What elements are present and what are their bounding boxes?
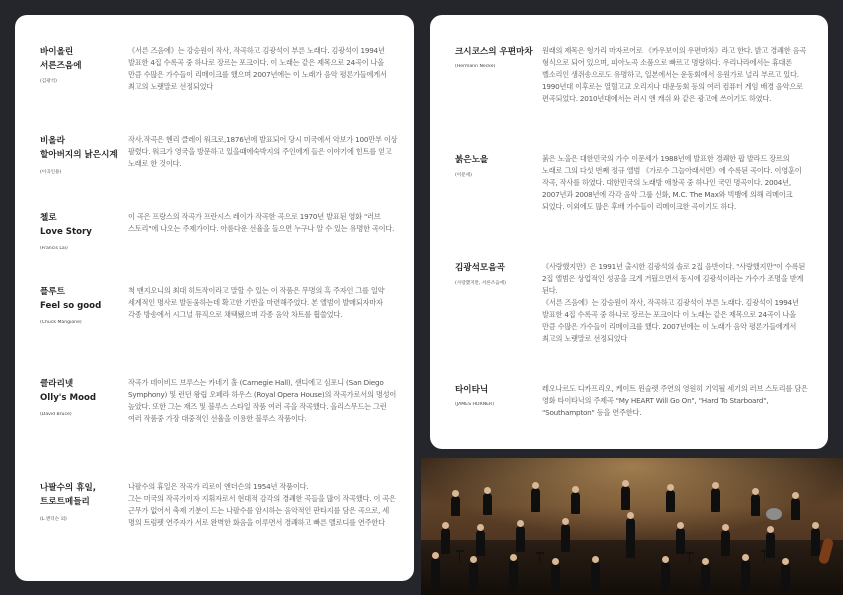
entry-title: 바이올린 서른즈음에 <box>40 47 82 71</box>
entry-description: 붉은 노을은 대한민국의 가수 이문세가 1988년에 발표한 경쾌한 팝 발라드 장르의 노래로 그의 다섯 번째 정규 앨범 《가로수 그늘아래서면》에 수록된 곡이다. 이영훈이 작곡, 작사를 하였다. 대한민국의 노래방 애창곡 중 하나인 국민 명곡이다. 2004년, 2007년과 2008년에 각각 음악 그룹 신화, M.C. The Max와 빅뱅에 의해 리메이크 되었다. 이외에도 많은 후배 가수들이 리메이크한 곡이기도 하다. <box>542 154 802 211</box>
musician-figure <box>551 564 560 592</box>
left-program-panel <box>15 15 414 581</box>
orchestra-concert-photo <box>421 458 843 595</box>
musician-figure <box>781 564 790 592</box>
entry-description: 작사.작곡은 헨리 클레이 워크로,1876년에 발표되어 당시 미국에서 악보가 100만부 이상 팔렸다. 워크가 영국을 방문하고 있을때에숙박지의 주인에게 들은 이야기에 힌트를 얻고 노래로 한 것이다. <box>128 135 398 168</box>
musician-figure <box>766 532 775 558</box>
music-stand <box>761 550 769 552</box>
musician-figure <box>621 486 630 510</box>
musician-figure <box>476 530 485 556</box>
entry-credit: (사랑했지만, 서른즈음에) <box>455 281 506 286</box>
music-stand <box>686 552 694 554</box>
musician-figure <box>469 562 478 590</box>
musician-figure <box>721 530 730 556</box>
musician-figure <box>431 558 440 588</box>
entry-title: 나팔수의 휴일, 트로트메들리 <box>40 483 97 507</box>
entry-description: 척 맨지오니의 최대 히트작이라고 말할 수 있는 이 작품은 무명의 흑 주자인 그를 일약 세계적인 명사로 발돋움하는데 확고한 기반을 마련해주었다. 본 앨범이 발매되자마자 각종 방송에서 시그널 뮤직으로 채택됐으며 각종 음악 차트를 휩쓸었다. <box>128 286 385 319</box>
entry-title: 첼로 Love Story <box>40 213 92 237</box>
entry-title: 플루트 Feel so good <box>40 287 102 311</box>
entry-credit: (김광석) <box>40 79 57 84</box>
entry-credit: (이곡인용) <box>40 170 62 175</box>
musician-figure <box>676 528 685 554</box>
entry-title: 클라리넷 Olly's Mood <box>40 379 97 403</box>
entry-description: 이 곡은 프랑스의 작곡가 프란시스 레이가 작곡한 곡으로 1970년 발표된 영화 "러브 스토리"에 나오는 주제가이다. 아름다운 선율을 들으면 누구나 알 수 있는 유명한 곡이다. <box>128 212 395 233</box>
entry-title: 크시코스의 우편마차 <box>455 47 533 57</box>
entry-description: 원래의 제목은 헝가리 마자르어로 《카우보이의 우편마차》라고 한다. 밝고 경쾌한 음곡 형식으로 되어 있으며, 피아노곡 소품으로 빠르고 명랑하다. 우리나라에서는 휴대폰 벨소리인 생쥐송으로도 유명하고, 일본에서는 운동회에서 응원가로 널리 부르고 있다. 1990년대 이후로는 열혈고교 오리지나 대운동회 등의 여러 컴퓨터 게임 배경 음악으로 편곡되었다. 2010년대에서는 러시 앤 캐쉬 와 같은 광고에 쓰이기도 하였다. <box>542 46 807 103</box>
entry-credit: (Chuck Mangione) <box>40 320 82 325</box>
musician-figure <box>561 524 570 552</box>
entry-description: 작곡가 데이비드 브루스는 카네기 홀 (Carnegie Hall), 샌디에고 심포니 (San Diego Symphony) 및 런던 왕립 오페라 하우스 (Royal Opera House)의 작곡가로서의 명성이 높았다. 또한 그는 재즈 및 블루스 스타일 작품 여러 곡을 작곡했다. 올리스무드는 그런 여러 작품중 가장 대중적인 선율을 이용한 블루스 작품이다. <box>128 378 397 423</box>
music-stand <box>456 550 464 552</box>
conductor-figure <box>626 518 635 558</box>
musician-figure <box>751 494 760 516</box>
music-stand <box>536 552 544 554</box>
musician-figure <box>591 562 600 592</box>
musician-figure <box>531 488 540 512</box>
musician-figure <box>811 528 820 556</box>
entry-credit: (L.앤더슨 외) <box>40 517 67 522</box>
musician-figure <box>516 526 525 552</box>
musician-figure <box>451 496 460 516</box>
entry-credit: (David Bruce) <box>40 412 72 417</box>
musician-figure <box>791 498 800 520</box>
musician-figure <box>661 562 670 592</box>
entry-title: 붉은노을 <box>455 155 489 165</box>
musician-figure <box>741 560 750 590</box>
musician-figure <box>666 490 675 512</box>
entry-title: 김광석모음곡 <box>455 263 505 273</box>
entry-credit: (Hermann Necke) <box>455 64 496 69</box>
musician-figure <box>441 528 450 554</box>
entry-description: 레오나르도 디카프리오, 케이트 윈슬렛 주연의 영원히 기억될 세기의 러브 스토리를 담은 영화 타이타닉의 주제곡 "My HEART Will Go On", "Hard To Starboard", "Southampton" 등을 연주한다. <box>542 384 808 417</box>
musician-figure <box>701 564 710 592</box>
entry-title: 비올라 할아버지의 낡은시계 <box>40 136 118 160</box>
entry-description: 《사랑했지만》은 1991년 출시한 김광석의 솔로 2집 음반이다. "사랑했지만"이 수록된 2집 앨범은 상업적인 성공을 크게 거뒀으면서 동시에 김광석이라는 가수가 조명을 받게 된다. 《서른 즈음에》는 강승원이 작사, 작곡하고 김광석이 부른 노래다. 김광석이 1994년 발표한 4집 수록곡 중 하나로 장르는 포크이다 이 노래는 같은 제목으로 24곡이 나올 만큼 수많은 가수들이 리메이크를 했다. 2007년에는 이 노래가 음악 평론가들에게서 최고의 노랫말로 선정되었다 <box>542 262 806 343</box>
musician-figure <box>571 492 580 514</box>
entry-credit: (Francis Lai) <box>40 246 68 251</box>
musician-figure <box>483 493 492 515</box>
drum-kit <box>766 508 782 520</box>
musician-figure <box>509 560 518 590</box>
entry-description: 나팔수의 휴일은 작곡가 리로이 앤더슨의 1954년 작품이다. 그는 미국의 작곡가이자 지휘자로서 현대적 감각의 경쾌한 곡들을 많이 작곡했다. 이 곡은 근무가 없어서 축제 기분이 드는 나팔수를 암시하는 음악적인 판타지를 담은 곡으로, 세 명의 트럼펫 연주자가 서로 완벽한 화음을 이루면서 경쾌하고 빠른 멜로디를 연주한다 <box>128 482 396 527</box>
right-program-panel <box>430 15 828 449</box>
entry-title: 타이타닉 <box>455 385 489 395</box>
musician-figure <box>711 488 720 512</box>
entry-description: 《서른 즈음에》는 강승원이 작사, 작곡하고 김광석이 부른 노래다. 김광석이 1994년 발표한 4집 수록곡 중 하나로 장르는 포크이다. 이 노래는 같은 제목으로 24곡이 나올 만큼 수많은 가수들이 리메이크를 했으며 2007년에는 이 노래가 음악 평론가들에게서 최고의 노랫말로 선정되었다 <box>128 46 387 91</box>
entry-credit: (이문세) <box>455 173 472 178</box>
entry-credit: (JAMES HORNER) <box>455 402 495 407</box>
